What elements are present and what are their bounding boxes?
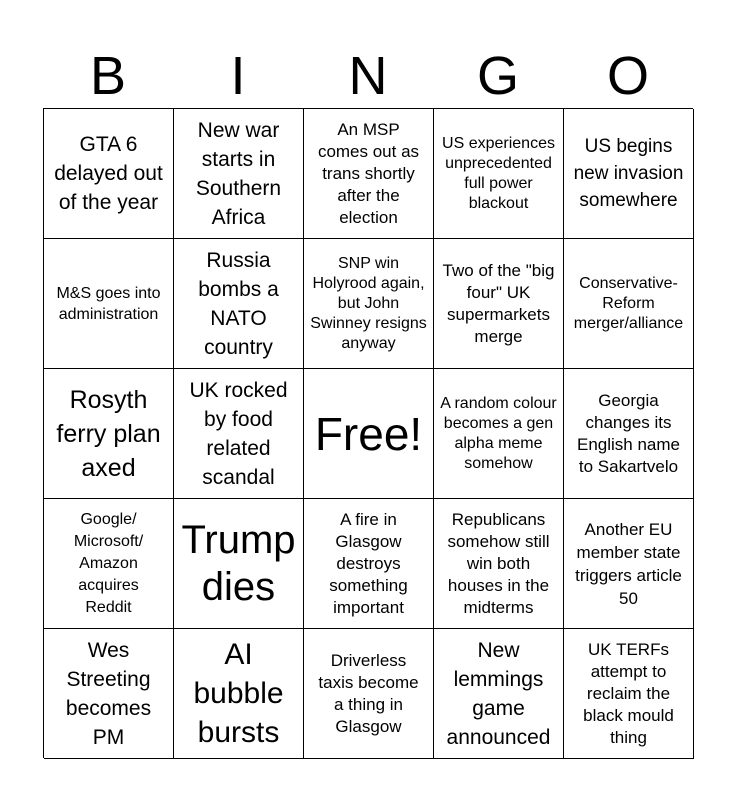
bingo-cell[interactable]	[564, 369, 694, 499]
bingo-cell[interactable]	[174, 369, 304, 499]
free-space-text: Free!	[314, 407, 423, 460]
bingo-cell[interactable]	[44, 239, 174, 369]
cell-text: SNP win Holyrood again, but John Swinney resigns anyway	[310, 254, 427, 352]
header-letter-g: G	[476, 46, 519, 106]
cell-text: Republicans somehow still win both houses in the midterms	[447, 509, 550, 617]
bingo-cell[interactable]	[304, 239, 434, 369]
cell-text: A fire in Glasgow destroys something important	[329, 509, 408, 617]
cell-text: An MSP comes out as trans shortly after the election	[317, 119, 420, 227]
cell-text: Wes Streeting becomes PM	[65, 638, 152, 749]
cell-text: US experiences unprecedented full power blackout	[442, 134, 555, 212]
cell-text: Two of the "big four" UK supermarkets merge	[442, 260, 555, 346]
cell-text: Trump dies	[181, 517, 296, 609]
cell-text: Russia bombs a NATO country	[198, 248, 279, 359]
cell-text: AI bubble bursts	[193, 638, 284, 749]
cell-text: GTA 6 delayed out of the year	[54, 133, 163, 214]
bingo-cell[interactable]	[434, 499, 564, 629]
header-letter-b: B	[89, 46, 127, 106]
bingo-cell[interactable]	[174, 109, 304, 239]
cell-text: UK rocked by food related scandal	[189, 378, 288, 489]
free-space-cell[interactable]	[304, 369, 434, 499]
bingo-cell[interactable]	[174, 239, 304, 369]
bingo-cell[interactable]	[564, 499, 694, 629]
bingo-cell[interactable]	[44, 629, 174, 759]
bingo-cell[interactable]	[564, 239, 694, 369]
cell-text: Driverless taxis become a thing in Glasgow	[318, 650, 419, 736]
header-letter-i: I	[230, 46, 246, 106]
bingo-cell[interactable]	[304, 629, 434, 759]
cell-text: A random colour becomes a gen alpha meme somehow	[440, 394, 557, 472]
bingo-cell[interactable]	[434, 629, 564, 759]
header-letter-n: N	[348, 46, 388, 106]
bingo-cell[interactable]	[44, 369, 174, 499]
cell-text: Another EU member state triggers article 50	[575, 519, 682, 608]
cell-text: Google/ Microsoft/ Amazon acquires Reddit	[73, 510, 144, 616]
bingo-cell[interactable]	[44, 109, 174, 239]
cell-text: M&S goes into administration	[56, 284, 161, 323]
cell-text: UK TERFs attempt to reclaim the black mould thing	[583, 639, 674, 747]
bingo-cell[interactable]	[174, 629, 304, 759]
bingo-cell[interactable]	[304, 499, 434, 629]
cell-text: Georgia changes its English name to Sakartvelo	[576, 390, 680, 476]
bingo-cell[interactable]	[564, 629, 694, 759]
cell-text: US begins new invasion somewhere	[573, 136, 684, 211]
bingo-header	[43, 44, 693, 108]
cell-text: New war starts in Southern Africa	[195, 118, 282, 229]
bingo-cell[interactable]	[434, 369, 564, 499]
header-letter-o: O	[606, 46, 649, 106]
cell-text: Rosyth ferry plan axed	[56, 385, 161, 482]
bingo-cell[interactable]	[564, 109, 694, 239]
bingo-grid	[43, 108, 693, 758]
cell-text: Conservative-Reform merger/alliance	[573, 274, 684, 332]
bingo-cell[interactable]	[304, 109, 434, 239]
bingo-cell[interactable]	[174, 499, 304, 629]
bingo-cell[interactable]	[434, 239, 564, 369]
bingo-cell[interactable]	[44, 499, 174, 629]
cell-text: New lemmings game announced	[446, 638, 551, 749]
bingo-cell[interactable]	[434, 109, 564, 239]
